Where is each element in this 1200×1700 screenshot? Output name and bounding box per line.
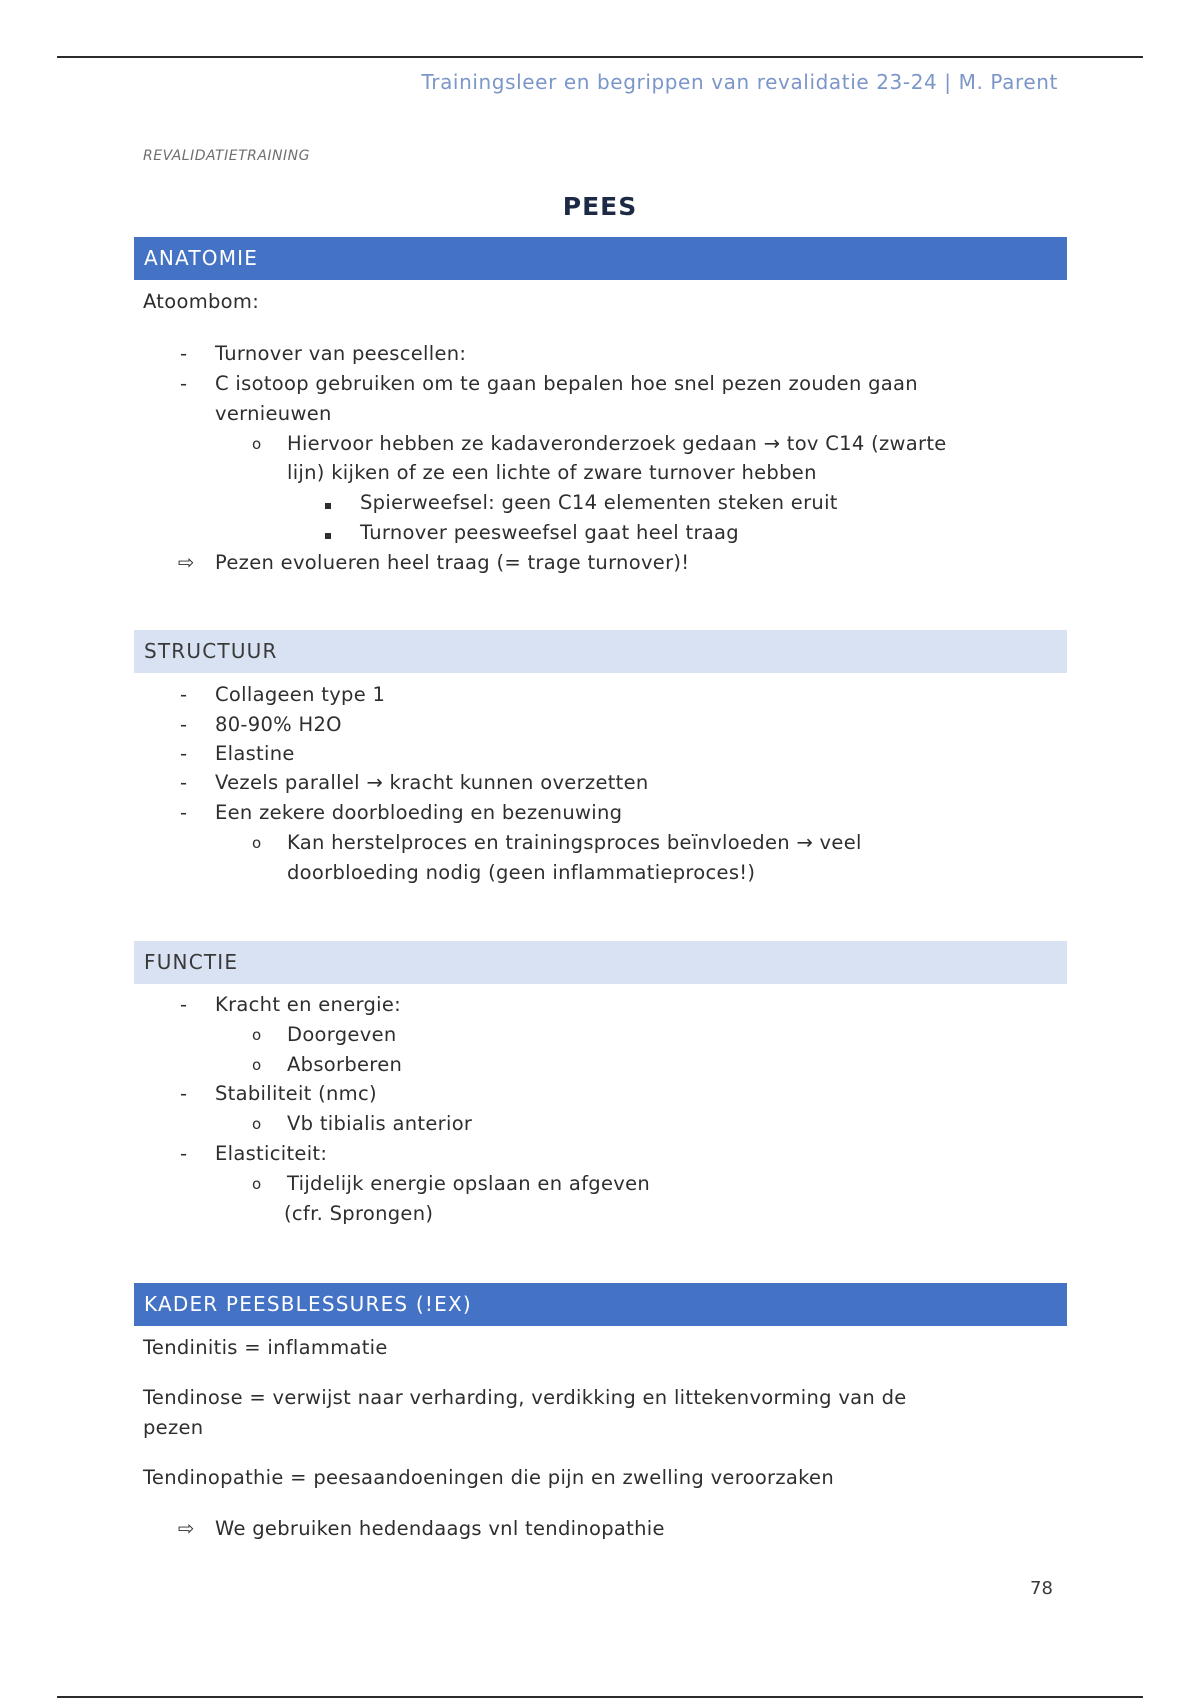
circle-bullet: o bbox=[252, 1056, 262, 1074]
square-bullet bbox=[325, 489, 331, 517]
course-header: Trainingsleer en begrippen van revalidatie 23-24 | M. Parent bbox=[421, 70, 1058, 94]
sub-list-item-continued: lijn) kijken of ze een lichte of zware turnover hebben bbox=[287, 461, 817, 484]
anatomie-intro: Atoombom: bbox=[143, 290, 260, 313]
arrow-icon: ⇨ bbox=[178, 551, 195, 574]
sub-list-item-continued: doorbloeding nodig (geen inflammatieproces!) bbox=[287, 861, 756, 884]
list-item: C isotoop gebruiken om te gaan bepalen hoe snel pezen zouden gaan bbox=[215, 372, 918, 395]
dash-bullet: - bbox=[180, 683, 188, 706]
dash-bullet: - bbox=[180, 993, 188, 1016]
circle-bullet: o bbox=[252, 1026, 262, 1044]
definition-tendinose-continued: pezen bbox=[143, 1416, 204, 1439]
dash-bullet: - bbox=[180, 742, 188, 765]
definition-tendinose: Tendinose = verwijst naar verharding, verdikking en littekenvorming van de bbox=[143, 1386, 907, 1409]
circle-bullet: o bbox=[252, 1175, 262, 1193]
list-item: Kracht en energie: bbox=[215, 993, 402, 1016]
page-title: PEES bbox=[562, 192, 638, 221]
kader-conclusion: We gebruiken hedendaags vnl tendinopathie bbox=[215, 1517, 665, 1540]
sub-list-item-continued: (cfr. Sprongen) bbox=[284, 1202, 434, 1225]
definition-tendinopathie: Tendinopathie = peesaandoeningen die pijn en zwelling veroorzaken bbox=[143, 1466, 835, 1489]
dash-bullet: - bbox=[180, 801, 188, 824]
section-heading-kader-peesblessures: KADER PEESBLESSURES (!EX) bbox=[134, 1283, 1067, 1326]
sub-sub-list-item: Turnover peesweefsel gaat heel traag bbox=[360, 521, 739, 544]
list-item: Elastine bbox=[215, 742, 295, 765]
dash-bullet: - bbox=[180, 1142, 188, 1165]
section-heading-structuur: STRUCTUUR bbox=[134, 630, 1067, 673]
sub-list-item: Absorberen bbox=[287, 1053, 403, 1076]
list-item: Turnover van peescellen: bbox=[215, 342, 467, 365]
anatomie-conclusion: Pezen evolueren heel traag (= trage turnover)! bbox=[215, 551, 690, 574]
list-item: Elasticiteit: bbox=[215, 1142, 328, 1165]
sub-list-item: Hiervoor hebben ze kadaveronderzoek gedaan → tov C14 (zwarte bbox=[287, 432, 947, 455]
section-heading-anatomie: ANATOMIE bbox=[134, 237, 1067, 280]
square-bullet bbox=[325, 519, 331, 547]
arrow-icon: ⇨ bbox=[178, 1517, 195, 1540]
sub-list-item: Vb tibialis anterior bbox=[287, 1112, 473, 1135]
dash-bullet: - bbox=[180, 713, 188, 736]
list-item-continued: vernieuwen bbox=[215, 402, 332, 425]
circle-bullet: o bbox=[252, 834, 262, 852]
dash-bullet: - bbox=[180, 342, 188, 365]
list-item: 80-90% H2O bbox=[215, 713, 342, 736]
dash-bullet: - bbox=[180, 771, 188, 794]
sub-list-item: Doorgeven bbox=[287, 1023, 397, 1046]
definition-tendinitis: Tendinitis = inflammatie bbox=[143, 1336, 388, 1359]
sub-sub-list-item: Spierweefsel: geen C14 elementen steken eruit bbox=[360, 491, 838, 514]
chapter-kicker: REVALIDATIETRAINING bbox=[143, 148, 310, 164]
section-heading-functie: FUNCTIE bbox=[134, 941, 1067, 984]
bottom-rule bbox=[57, 1696, 1143, 1698]
sub-list-item: Kan herstelproces en trainingsproces beïnvloeden → veel bbox=[287, 831, 862, 854]
list-item: Vezels parallel → kracht kunnen overzetten bbox=[215, 771, 649, 794]
dash-bullet: - bbox=[180, 1082, 188, 1105]
list-item: Een zekere doorbloeding en bezenuwing bbox=[215, 801, 623, 824]
sub-list-item: Tijdelijk energie opslaan en afgeven bbox=[287, 1172, 651, 1195]
circle-bullet: o bbox=[252, 435, 262, 453]
list-item: Stabiliteit (nmc) bbox=[215, 1082, 377, 1105]
circle-bullet: o bbox=[252, 1115, 262, 1133]
page-number: 78 bbox=[1030, 1578, 1053, 1599]
top-rule bbox=[57, 56, 1143, 58]
dash-bullet: - bbox=[180, 372, 188, 395]
list-item: Collageen type 1 bbox=[215, 683, 386, 706]
